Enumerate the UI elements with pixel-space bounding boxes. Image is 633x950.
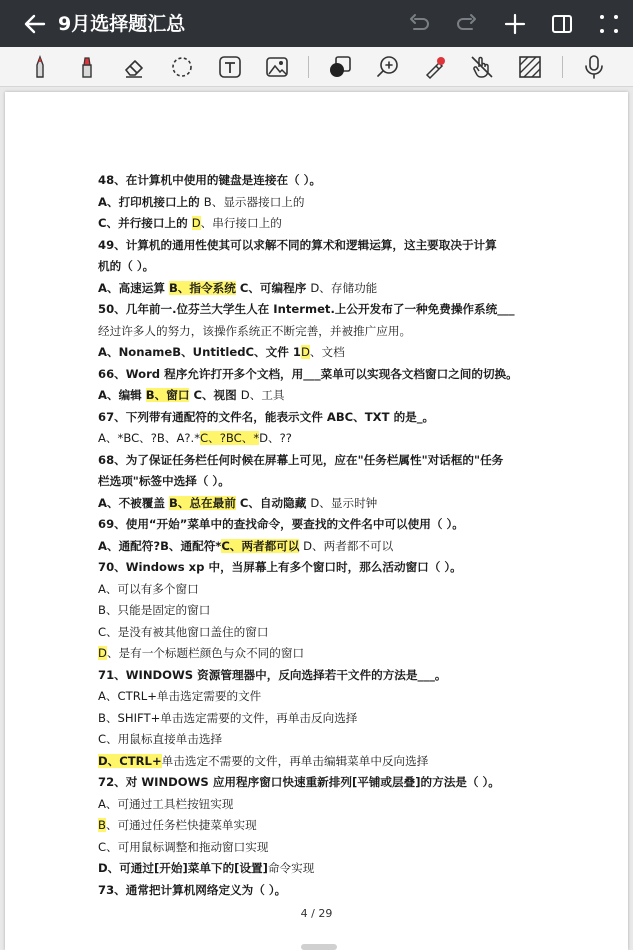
toolbar-divider	[308, 56, 309, 78]
toolbar-divider	[562, 56, 563, 78]
microphone-icon[interactable]	[580, 53, 608, 81]
text-segment: A、可通过工具栏按钮实现	[98, 796, 234, 811]
text-segment: A、NonameB、UntitledC、文件 1	[98, 345, 301, 359]
text-line	[98, 192, 548, 214]
text-line	[98, 622, 548, 644]
text-line	[98, 536, 548, 558]
redo-icon[interactable]	[454, 11, 480, 37]
text-segment: A、编辑	[98, 388, 146, 402]
text-segment: A、高速运算	[98, 280, 169, 295]
pen-icon[interactable]	[26, 53, 54, 81]
text-segment: 48、在计算机中使用的键盘是连接在（ ）。	[98, 173, 322, 187]
text-line	[98, 686, 548, 708]
text-segment: 67、下列带有通配符的文件名，能表示文件 ABC、TXT 的是_。	[98, 409, 435, 424]
text-line	[98, 471, 548, 493]
marker-icon[interactable]	[73, 53, 101, 81]
hand-touch-icon[interactable]	[468, 53, 496, 81]
text-line	[98, 794, 548, 816]
text-line	[98, 708, 548, 730]
highlighted-answer: C、两者都可以	[221, 538, 300, 553]
text-segment: 、文档	[309, 345, 345, 359]
sidebar-toggle-icon[interactable]	[549, 11, 575, 37]
highlighted-answer: B、指令系统	[168, 280, 236, 295]
text-line	[98, 665, 548, 687]
add-icon[interactable]	[502, 11, 528, 37]
text-segment: 、可通过任务栏快捷菜单实现	[105, 818, 257, 832]
text-segment: A、可以有多个窗口	[98, 581, 199, 596]
text-line	[98, 514, 548, 536]
image-icon[interactable]	[263, 53, 291, 81]
text-segment: D、可通过[开始]菜单下的[设置]	[98, 861, 268, 875]
text-line	[98, 278, 548, 300]
highlighted-answer: B	[98, 818, 106, 832]
text-segment: B、SHIFT+单击选定需要的文件，再单击反向选择	[98, 710, 358, 725]
text-line	[98, 321, 548, 343]
text-segment: D、??	[259, 431, 292, 445]
text-line	[98, 643, 548, 665]
text-line	[98, 557, 548, 579]
text-line	[98, 407, 548, 429]
undo-icon[interactable]	[406, 11, 432, 37]
text-segment: B、显示器接口上的	[203, 194, 305, 209]
text-line	[98, 428, 548, 450]
text-segment: 、是有一个标题栏颜色与众不同的窗口	[106, 646, 305, 660]
text-segment: A、CTRL+单击选定需要的文件	[98, 689, 262, 703]
text-line	[98, 880, 548, 902]
document-text	[98, 170, 548, 901]
document-page[interactable]	[5, 92, 628, 950]
document-title: 9月选择题汇总	[58, 13, 186, 35]
page-indicator: 4 / 29	[300, 907, 333, 920]
text-segment: 机的（ ）。	[98, 259, 155, 273]
shape-icon[interactable]	[326, 53, 354, 81]
text-segment: C、并行接口上的	[98, 216, 192, 230]
text-line	[98, 772, 548, 794]
text-line	[98, 493, 548, 515]
text-box-icon[interactable]	[216, 53, 244, 81]
highlighted-answer: B、总在最前	[168, 495, 236, 510]
text-segment: 、串行接口上的	[200, 216, 282, 230]
text-segment: D、工具	[240, 388, 285, 402]
highlighted-answer: D	[191, 216, 201, 230]
text-line	[98, 450, 548, 472]
text-segment: 71、WINDOWS 资源管理器中，反向选择若干文件的方法是___。	[98, 667, 447, 682]
lasso-icon[interactable]	[168, 53, 196, 81]
text-segment: 66、Word 程序允许打开多个文档，用___菜单可以实现各文档窗口之间的切换。	[98, 366, 518, 381]
text-segment: 70、Windows xp 中，当屏幕上有多个窗口时，那么活动窗口（ ）。	[98, 560, 462, 574]
text-segment: A、不被覆盖	[98, 495, 169, 510]
text-segment: 50、几年前一.位芬兰大学生人在 Intermet.上公开发布了一种免费操作系统___	[98, 302, 515, 316]
text-line	[98, 213, 548, 235]
text-line	[98, 385, 548, 407]
text-segment: B、只能是固定的窗口	[98, 603, 211, 617]
text-segment: C、自动隐藏	[235, 495, 311, 510]
text-segment: 栏选项"标签中选择（ ）。	[98, 474, 230, 488]
text-segment: C、可编程序	[235, 280, 311, 295]
text-segment: C、可用鼠标调整和拖动窗口实现	[98, 839, 269, 854]
text-segment: 单击选定不需要的文件，再单击编辑菜单中反向选择	[161, 753, 429, 768]
highlighted-answer: D、CTRL+	[98, 753, 162, 768]
text-segment: D、两者都不可以	[299, 538, 394, 553]
text-segment: 73、通常把计算机网络定义为（ ）。	[98, 882, 287, 897]
drawing-toolbar	[0, 47, 633, 87]
text-line	[98, 342, 548, 364]
text-line	[98, 837, 548, 859]
text-segment: C、用鼠标直接单击选择	[98, 732, 223, 746]
scroll-handle[interactable]	[301, 944, 337, 950]
text-segment: 经过许多人的努力，该操作系统正不断完善，并被推广应用。	[98, 323, 412, 338]
text-line	[98, 299, 548, 321]
text-line	[98, 729, 548, 751]
highlighted-answer: D	[98, 646, 107, 660]
text-segment: A、打印机接口上的	[98, 194, 204, 209]
back-arrow-icon[interactable]	[22, 11, 48, 37]
text-line	[98, 235, 548, 257]
highlighted-answer: B、窗口	[145, 388, 190, 402]
text-segment: D、显示时钟	[310, 495, 378, 510]
text-segment: A、通配符?B、通配符*	[98, 538, 222, 553]
text-line	[98, 815, 548, 837]
highlighted-answer: D	[300, 345, 310, 359]
text-line	[98, 600, 548, 622]
highlighted-answer: C、?BC、*	[200, 431, 260, 445]
text-segment: 72、对 WINDOWS 应用程序窗口快速重新排列[平铺或层叠]的方法是（ ）。	[98, 775, 500, 789]
text-line	[98, 579, 548, 601]
laser-pointer-icon[interactable]	[421, 53, 449, 81]
text-segment: C、是没有被其他窗口盖住的窗口	[98, 624, 269, 639]
eraser-icon[interactable]	[120, 53, 148, 81]
text-segment: 69、使用“开始”菜单中的查找命令，要查找的文件名中可以使用（ ）。	[98, 517, 464, 531]
text-segment: 68、为了保证任务栏任何时候在屏幕上可见，应在"任务栏属性"对话框的"任务	[98, 452, 504, 467]
text-line	[98, 364, 548, 386]
text-segment: C、视图	[189, 388, 241, 402]
text-line	[98, 256, 548, 278]
text-line	[98, 170, 548, 192]
text-segment: 49、计算机的通用性使其可以求解不同的算术和逻辑运算，这主要取决于计算	[98, 237, 497, 252]
more-options-icon[interactable]	[596, 11, 622, 37]
title-bar	[0, 0, 633, 47]
text-segment: D、存储功能	[310, 280, 378, 295]
zoom-icon[interactable]	[374, 53, 402, 81]
pattern-icon[interactable]	[516, 53, 544, 81]
text-line	[98, 751, 548, 773]
text-line	[98, 858, 548, 880]
text-segment: A、*BC、?B、A?.*	[98, 431, 201, 445]
text-segment: 命令实现	[267, 861, 315, 875]
